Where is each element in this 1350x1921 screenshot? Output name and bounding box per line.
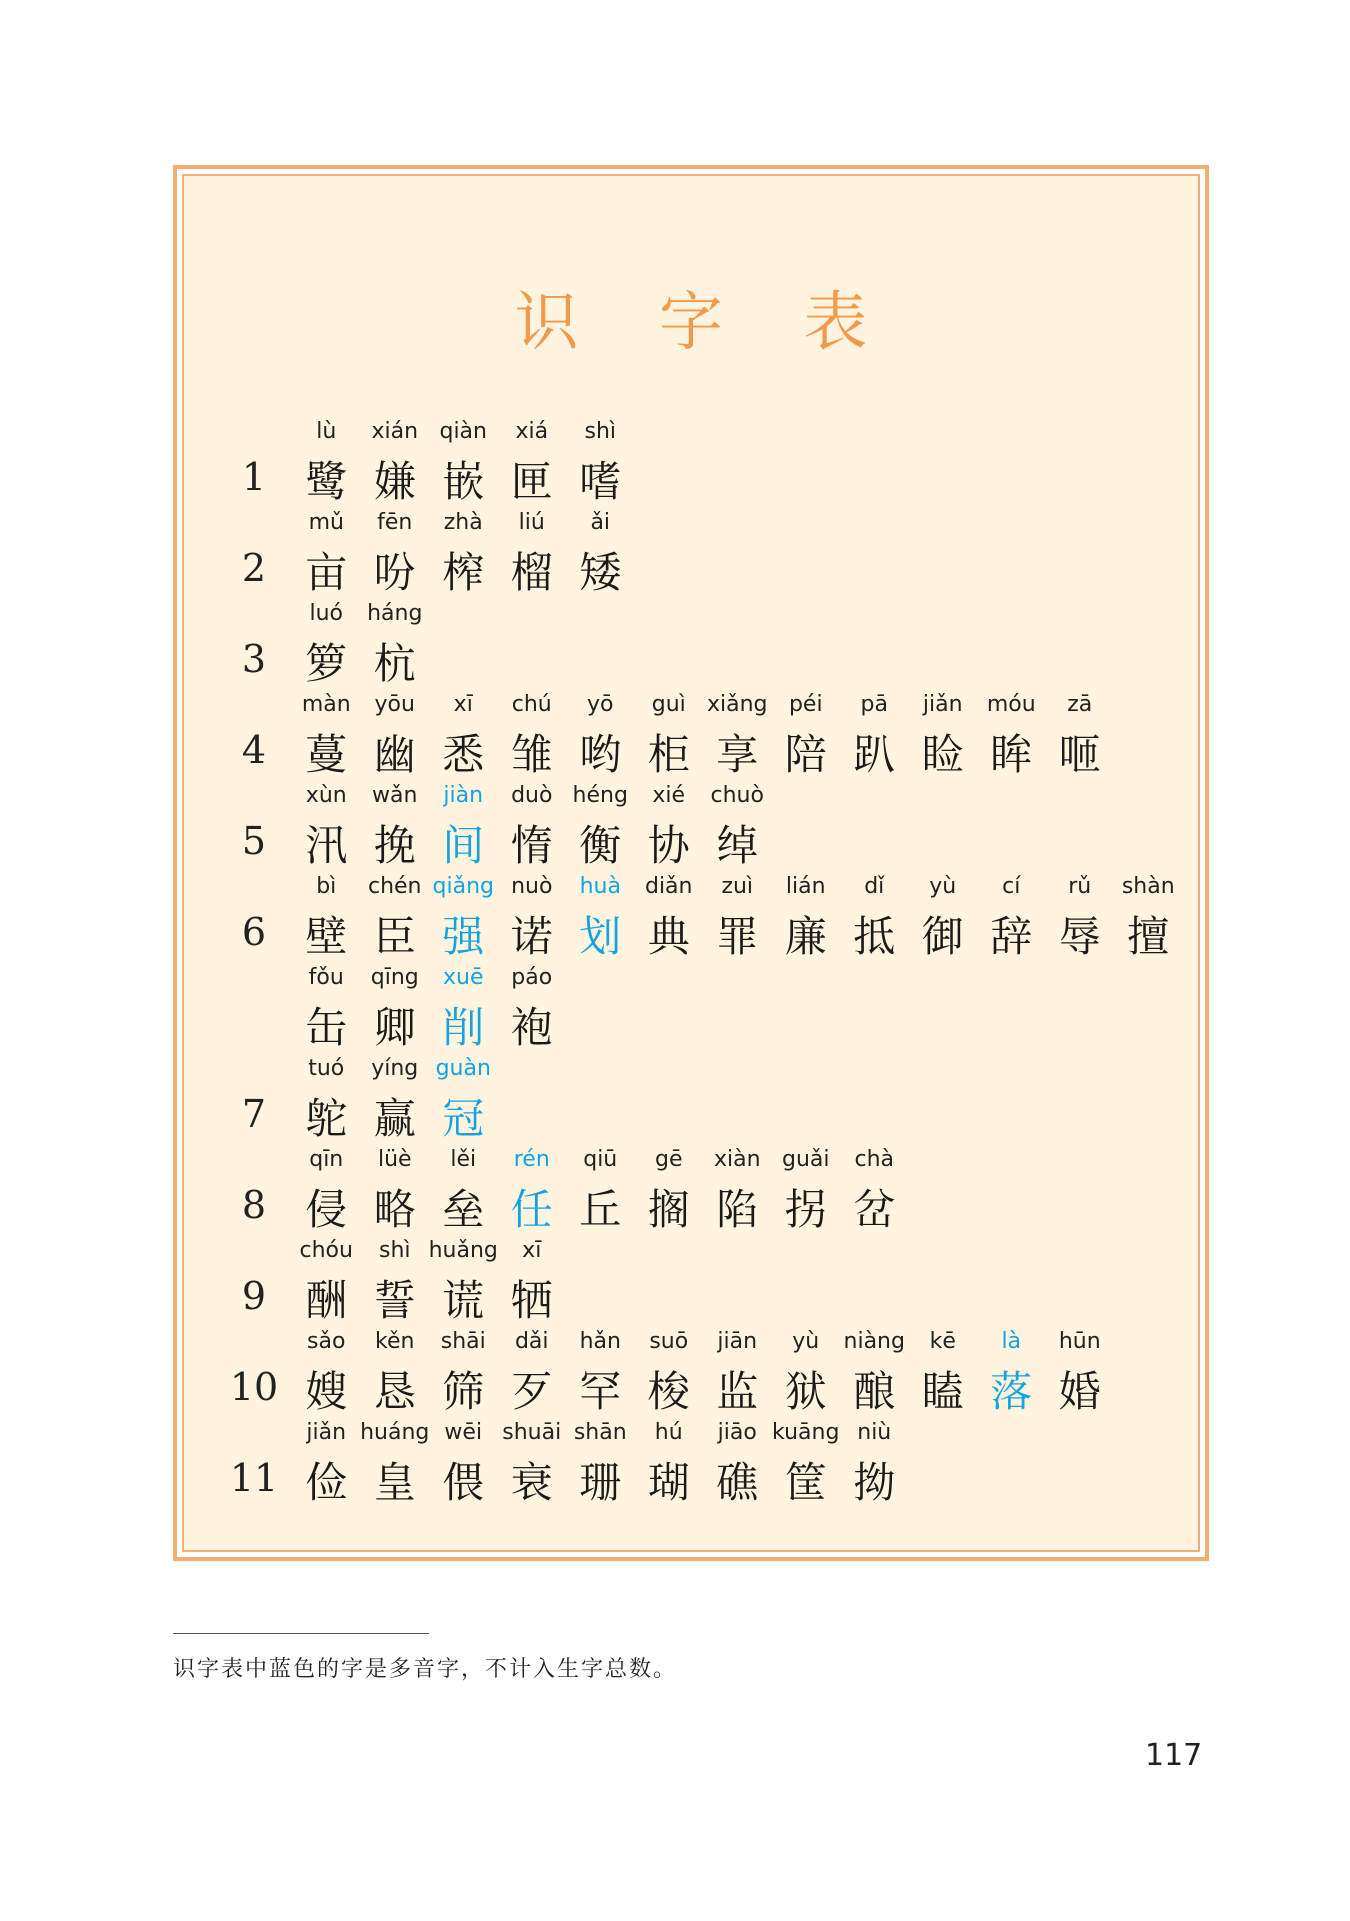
hanzi: 悉: [442, 730, 485, 779]
footnote: 识字表中蓝色的字是多音字，不计入生字总数。: [173, 1657, 678, 1682]
pinyin: màn: [301, 692, 351, 717]
character-list: [292, 1147, 909, 1238]
hanzi: 赢: [373, 1094, 416, 1143]
hanzi: 惰: [510, 821, 553, 870]
pinyin: shì: [584, 419, 617, 444]
lesson-row: [184, 1147, 1204, 1238]
pinyin: shāi: [440, 1329, 486, 1354]
pinyin: páo: [511, 965, 553, 990]
hanzi: 壁: [305, 912, 348, 961]
pinyin: chà: [854, 1147, 895, 1172]
hanzi: 雏: [510, 730, 553, 779]
hanzi: 缶: [305, 1003, 348, 1052]
table-frame: [173, 165, 1209, 1561]
hanzi: 冠: [442, 1094, 485, 1143]
hanzi: 狱: [784, 1367, 827, 1416]
hanzi: 绰: [716, 821, 759, 870]
hanzi: 筐: [784, 1458, 827, 1507]
pinyin: niù: [857, 1420, 892, 1445]
pinyin: jiàn: [443, 783, 484, 808]
lesson-row: [184, 1420, 1204, 1511]
character-list: [292, 1420, 909, 1511]
hanzi: 监: [716, 1367, 759, 1416]
hanzi: 偎: [442, 1458, 485, 1507]
pinyin: huáng: [360, 1420, 430, 1445]
character-cell: [361, 601, 430, 692]
pinyin: kuāng: [772, 1420, 840, 1445]
pinyin: qiàn: [439, 419, 487, 444]
hanzi: 协: [647, 821, 690, 870]
character-list: [292, 419, 635, 510]
hanzi: 眸: [990, 730, 1033, 779]
hanzi: 典: [647, 912, 690, 961]
pinyin: cí: [1002, 874, 1021, 899]
table-panel: [182, 174, 1200, 1552]
pinyin: xiá: [515, 419, 549, 444]
character-list: [292, 601, 429, 692]
pinyin: yōu: [374, 692, 415, 717]
hanzi: 擅: [1127, 912, 1170, 961]
character-list: [292, 1329, 1114, 1420]
hanzi: 罪: [716, 912, 759, 961]
hanzi: 皇: [373, 1458, 416, 1507]
hanzi: 睑: [921, 730, 964, 779]
pinyin: nuò: [511, 874, 553, 899]
pinyin: zā: [1067, 692, 1093, 717]
lesson-number: 7: [241, 1092, 267, 1136]
pinyin: dǎi: [514, 1329, 549, 1354]
character-list: [292, 1056, 498, 1147]
lesson-number: 6: [241, 910, 267, 954]
lesson-row: [184, 692, 1204, 783]
hanzi: 略: [373, 1185, 416, 1234]
pinyin: mǔ: [308, 510, 344, 535]
lesson-row: [184, 419, 1204, 510]
hanzi: 趴: [853, 730, 896, 779]
character-cell: [840, 1147, 909, 1238]
pinyin: qiǎng: [432, 874, 494, 899]
pinyin: kē: [929, 1329, 956, 1354]
hanzi: 陷: [716, 1185, 759, 1234]
hanzi: 辞: [990, 912, 1033, 961]
hanzi: 矮: [579, 548, 622, 597]
character-cell: [498, 965, 567, 1056]
hanzi: 鸵: [305, 1094, 348, 1143]
hanzi: 岔: [853, 1185, 896, 1234]
page-title: 识 字 表: [514, 286, 898, 360]
page-number: 117: [1145, 1738, 1203, 1773]
hanzi: 划: [579, 912, 622, 961]
character-cell: [1046, 692, 1115, 783]
hanzi: 嗜: [579, 457, 622, 506]
lesson-row: [184, 510, 1204, 601]
hanzi: 俭: [305, 1458, 348, 1507]
lesson-number: 8: [241, 1183, 267, 1227]
pinyin: shān: [573, 1420, 627, 1445]
pinyin: héng: [572, 783, 628, 808]
hanzi: 嫂: [305, 1367, 348, 1416]
character-cell: [840, 1420, 909, 1511]
lesson-number: 10: [229, 1365, 279, 1409]
hanzi: 幽: [373, 730, 416, 779]
pinyin: qiū: [583, 1147, 618, 1172]
lesson-row: [184, 783, 1204, 874]
pinyin: shuāi: [502, 1420, 562, 1445]
hanzi: 酬: [305, 1276, 348, 1325]
hanzi: 削: [442, 1003, 485, 1052]
hanzi: 抵: [853, 912, 896, 961]
hanzi: 恳: [373, 1367, 416, 1416]
pinyin: bì: [316, 874, 337, 899]
pinyin: xùn: [305, 783, 347, 808]
pinyin: liú: [518, 510, 545, 535]
lesson-row: [184, 1238, 1204, 1329]
hanzi: 嵌: [442, 457, 485, 506]
pinyin: shì: [378, 1238, 411, 1263]
pinyin: xī: [453, 692, 473, 717]
pinyin: xiàn: [713, 1147, 761, 1172]
hanzi: 歹: [510, 1367, 553, 1416]
pinyin: tuó: [308, 1056, 345, 1081]
lesson-number: 3: [241, 637, 267, 681]
pinyin: ǎi: [590, 510, 611, 535]
pinyin: chóu: [299, 1238, 353, 1263]
hanzi: 亩: [305, 548, 348, 597]
character-list: [292, 692, 1114, 783]
pinyin: sǎo: [307, 1329, 346, 1354]
hanzi: 挽: [373, 821, 416, 870]
pinyin: pā: [860, 692, 888, 717]
hanzi: 卿: [373, 1003, 416, 1052]
hanzi: 汛: [305, 821, 348, 870]
lesson-row: [184, 1056, 1204, 1147]
pinyin: lěi: [450, 1147, 477, 1172]
pinyin: yíng: [371, 1056, 419, 1081]
hanzi: 臣: [373, 912, 416, 961]
pinyin: zhà: [443, 510, 483, 535]
pinyin: gē: [655, 1147, 683, 1172]
pinyin: wǎn: [372, 783, 418, 808]
character-list: [292, 510, 635, 601]
character-cell: [566, 419, 635, 510]
hanzi: 梭: [647, 1367, 690, 1416]
pinyin: chuò: [710, 783, 764, 808]
pinyin: yù: [792, 1329, 820, 1354]
hanzi: 衡: [579, 821, 622, 870]
pinyin: xián: [371, 419, 419, 444]
pinyin: móu: [986, 692, 1036, 717]
pinyin: yō: [587, 692, 614, 717]
hanzi: 酿: [853, 1367, 896, 1416]
lesson-number: 11: [229, 1456, 279, 1500]
hanzi: 礁: [716, 1458, 759, 1507]
pinyin: lián: [785, 874, 826, 899]
hanzi: 陪: [784, 730, 827, 779]
pinyin: huà: [579, 874, 621, 899]
pinyin: xiǎng: [706, 692, 768, 717]
lesson-row: [184, 965, 1204, 1056]
pinyin: yù: [929, 874, 957, 899]
pinyin: xuē: [443, 965, 484, 990]
hanzi: 箩: [305, 639, 348, 688]
hanzi: 榴: [510, 548, 553, 597]
pinyin: luó: [309, 601, 343, 626]
pinyin: xī: [522, 1238, 542, 1263]
pinyin: jiāo: [717, 1420, 757, 1445]
pinyin: dǐ: [864, 874, 885, 899]
character-cell: [703, 783, 772, 874]
lesson-number: 9: [241, 1274, 267, 1318]
hanzi: 柜: [647, 730, 690, 779]
hanzi: 衰: [510, 1458, 553, 1507]
pinyin: hú: [654, 1420, 683, 1445]
hanzi: 间: [442, 821, 485, 870]
pinyin: wēi: [444, 1420, 483, 1445]
hanzi: 罕: [579, 1367, 622, 1416]
hanzi: 鹭: [305, 457, 348, 506]
hanzi: 咂: [1058, 730, 1101, 779]
lesson-row: [184, 601, 1204, 692]
hanzi: 拗: [853, 1458, 896, 1507]
pinyin: kěn: [375, 1329, 415, 1354]
hanzi: 诺: [510, 912, 553, 961]
character-cell: [1046, 1329, 1115, 1420]
hanzi: 拐: [784, 1185, 827, 1234]
pinyin: hǎn: [579, 1329, 621, 1354]
hanzi: 哟: [579, 730, 622, 779]
pinyin: guì: [651, 692, 686, 717]
hanzi: 任: [510, 1185, 553, 1234]
pinyin: fǒu: [308, 965, 344, 990]
hanzi: 婚: [1058, 1367, 1101, 1416]
pinyin: suō: [649, 1329, 689, 1354]
lesson-number: 2: [241, 546, 267, 590]
hanzi: 瑚: [647, 1458, 690, 1507]
pinyin: guàn: [435, 1056, 491, 1081]
hanzi: 御: [921, 912, 964, 961]
polyphone-character: [429, 1056, 498, 1147]
pinyin: jiǎn: [306, 1420, 347, 1445]
hanzi: 蔓: [305, 730, 348, 779]
hanzi: 袍: [510, 1003, 553, 1052]
character-list: [292, 1238, 566, 1329]
pinyin: guǎi: [781, 1147, 830, 1172]
hanzi: 享: [716, 730, 759, 779]
pinyin: qīn: [309, 1147, 344, 1172]
pinyin: zuì: [721, 874, 754, 899]
hanzi: 榨: [442, 548, 485, 597]
character-list: [292, 965, 566, 1056]
pinyin: rǔ: [1068, 874, 1092, 899]
hanzi: 强: [442, 912, 485, 961]
hanzi: 垒: [442, 1185, 485, 1234]
hanzi: 瞌: [921, 1367, 964, 1416]
hanzi: 吩: [373, 548, 416, 597]
pinyin: péi: [788, 692, 823, 717]
pinyin: diǎn: [644, 874, 693, 899]
pinyin: fēn: [377, 510, 413, 535]
hanzi: 廉: [784, 912, 827, 961]
pinyin: xié: [652, 783, 686, 808]
pinyin: là: [1001, 1329, 1022, 1354]
hanzi: 牺: [510, 1276, 553, 1325]
pinyin: háng: [367, 601, 423, 626]
pinyin: rén: [513, 1147, 550, 1172]
pinyin: jiān: [717, 1329, 758, 1354]
pinyin: chén: [367, 874, 422, 899]
pinyin: qīng: [370, 965, 419, 990]
hanzi: 丘: [579, 1185, 622, 1234]
lesson-number: 1: [241, 455, 267, 499]
pinyin: lù: [316, 419, 337, 444]
pinyin: niàng: [843, 1329, 905, 1354]
hanzi: 誓: [373, 1276, 416, 1325]
hanzi: 珊: [579, 1458, 622, 1507]
pinyin: duò: [511, 783, 553, 808]
hanzi: 辱: [1058, 912, 1101, 961]
lesson-row: [184, 874, 1204, 965]
character-cell: [1114, 874, 1183, 965]
hanzi: 搁: [647, 1185, 690, 1234]
lesson-row: [184, 1329, 1204, 1420]
hanzi: 匣: [510, 457, 553, 506]
character-cell: [498, 1238, 567, 1329]
lesson-number: 4: [241, 728, 267, 772]
pinyin: chú: [511, 692, 552, 717]
hanzi: 嫌: [373, 457, 416, 506]
pinyin: jiǎn: [922, 692, 963, 717]
footnote-rule: [173, 1633, 429, 1634]
lesson-number: 5: [241, 819, 267, 863]
character-list: [292, 783, 772, 874]
character-list: [292, 874, 1183, 965]
pinyin: shàn: [1121, 874, 1175, 899]
lesson-list: [184, 419, 1204, 1511]
hanzi: 落: [990, 1367, 1033, 1416]
pinyin: hūn: [1058, 1329, 1101, 1354]
hanzi: 谎: [442, 1276, 485, 1325]
character-cell: [566, 510, 635, 601]
hanzi: 杭: [373, 639, 416, 688]
pinyin: lüè: [377, 1147, 412, 1172]
hanzi: 侵: [305, 1185, 348, 1234]
pinyin: huǎng: [428, 1238, 498, 1263]
hanzi: 筛: [442, 1367, 485, 1416]
